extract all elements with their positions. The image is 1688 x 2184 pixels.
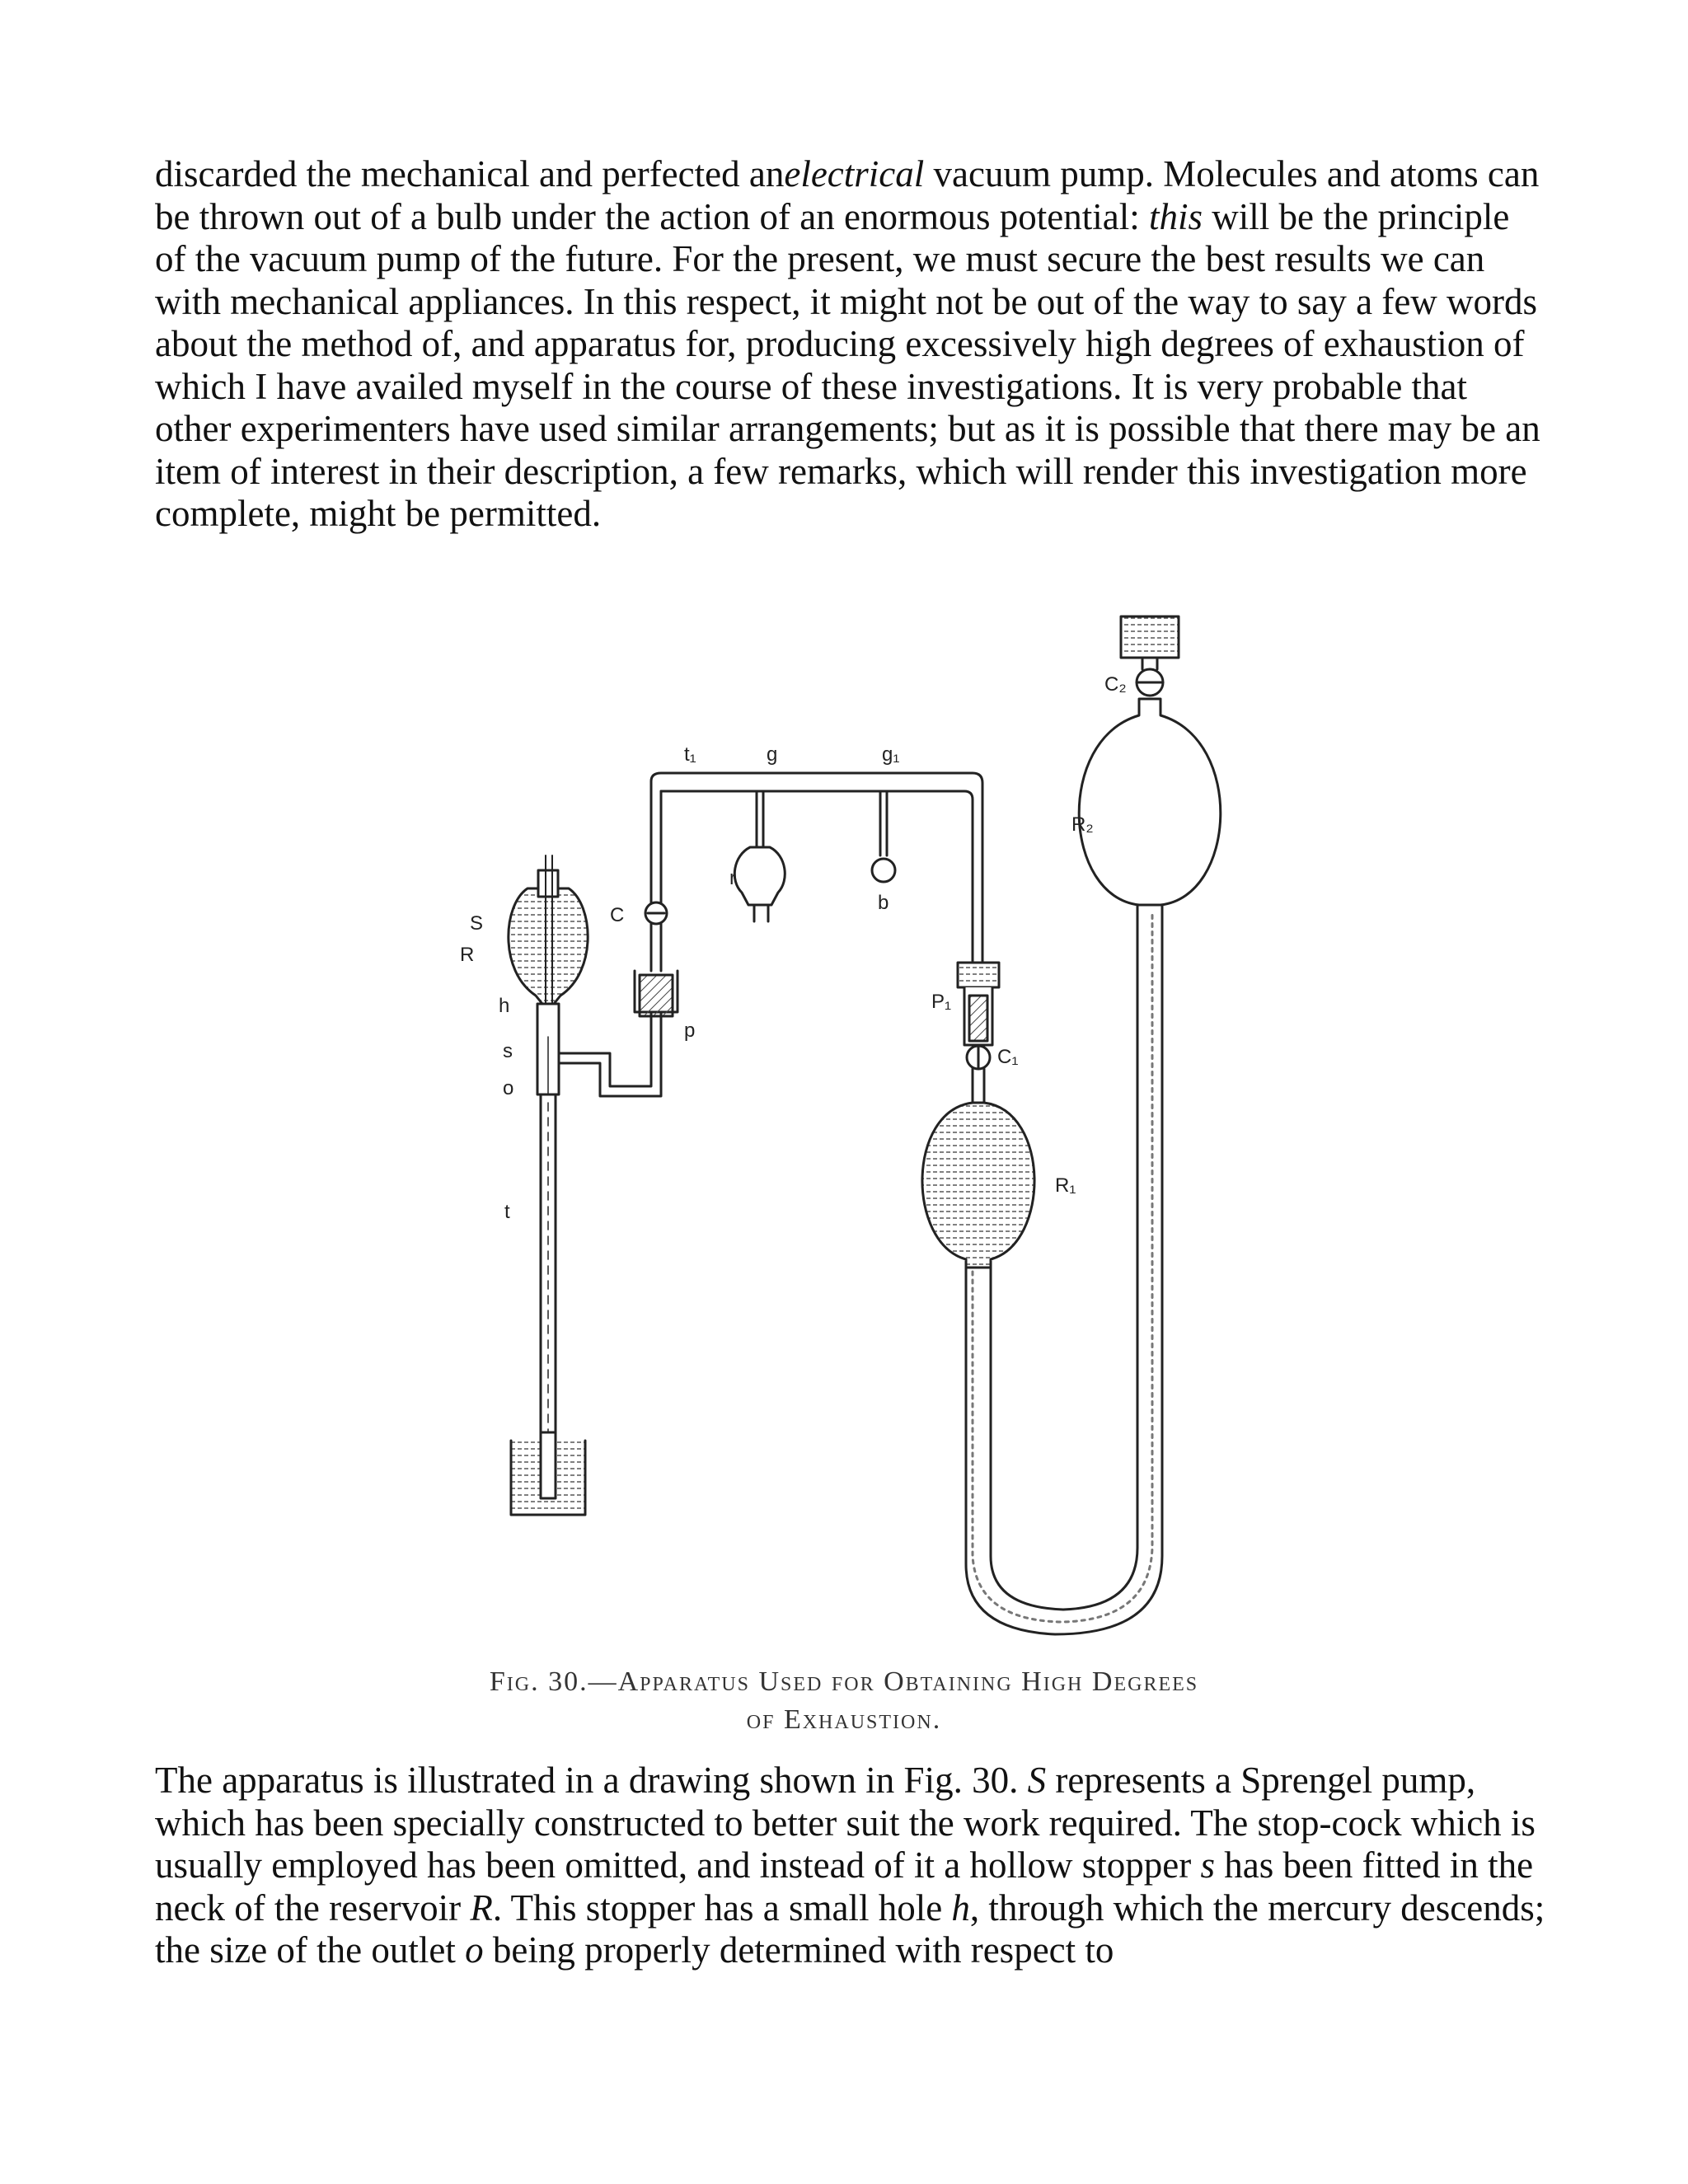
- text-segment: . This stopper has a small hole: [492, 1886, 952, 1929]
- text-segment: vacuum pump. Molecules and atoms can be thrown out of a bulb under the action of an enormous potential:: [155, 153, 1540, 237]
- connecting-u-tube: [966, 905, 1162, 1634]
- paragraph-top: [155, 153, 1548, 536]
- figure-30-apparatus: [445, 608, 1294, 1671]
- italic-word: electrical: [784, 153, 925, 194]
- reservoir-R2-assembly: [1079, 616, 1221, 905]
- label-R: R: [460, 944, 475, 966]
- label-C2: C₂: [1104, 673, 1127, 696]
- reservoir-R1: [922, 1103, 1034, 1268]
- gauge-g1: [872, 791, 895, 882]
- text-segment: , through which the mercury descends; the size of the outlet: [155, 1886, 1545, 1971]
- label-R1: R₁: [1055, 1174, 1076, 1197]
- reservoir-R: [509, 888, 588, 1004]
- italic-word: s: [1200, 1844, 1215, 1886]
- figure-caption: [0, 1663, 1688, 1739]
- label-s: s: [503, 1040, 513, 1062]
- gauge-g: [734, 791, 785, 921]
- label-C1: C₁: [997, 1046, 1019, 1068]
- label-t1: t₁: [684, 743, 696, 766]
- italic-word: S: [1027, 1760, 1047, 1801]
- italic-word: o: [465, 1929, 484, 1971]
- label-h: h: [499, 995, 510, 1017]
- label-p: p: [684, 1019, 696, 1042]
- label-o: o: [503, 1077, 514, 1099]
- text-segment: The apparatus is illustrated in a drawing shown in Fig. 30.: [155, 1760, 1028, 1801]
- label-P1: P₁: [931, 991, 952, 1013]
- label-S: S: [470, 912, 484, 935]
- text-segment: will be the principle of the vacuum pump of the future. For the present, we must secure the best results we can with mechanical appliances. In this respect, it might not be out of the way to say a few words about the method of, and apparatus for, producing excessively high degrees of exhaustion of which I have availed myself in the course of these investigations. It is very probable that other experimenters have used similar arrangements; but as it is possible that there may be an item of interest in their description, a few remarks, which will render this investigation more complete, might be permitted.: [155, 195, 1540, 534]
- apparatus-diagram: [445, 608, 1294, 1671]
- top-tube-t1: [651, 773, 982, 963]
- label-C: C: [610, 904, 625, 926]
- label-b: b: [878, 892, 889, 914]
- caption-line-1: Fig. 30.—Apparatus Used for Obtaining High Degrees: [489, 1666, 1199, 1697]
- italic-word: h: [951, 1886, 970, 1929]
- label-g1: g₁: [882, 743, 900, 766]
- label-t: t: [504, 1201, 510, 1223]
- text-segment: discarded the mechanical and perfected an: [155, 153, 785, 194]
- p1-plug: [969, 996, 987, 1041]
- top-funnel: [1121, 616, 1179, 658]
- reservoir-R2: [1079, 699, 1221, 905]
- label-g: g: [767, 743, 778, 766]
- text-segment: being properly determined with respect to: [483, 1929, 1114, 1971]
- caption-line-2: of Exhaustion.: [746, 1704, 942, 1735]
- text-segment: represents a Sprengel pump, which has been specially constructed to better suit the work required. The stop-cock which is usually employed has been omitted, and instead of it a hollow stopper: [155, 1760, 1536, 1886]
- label-R2: R₂: [1071, 813, 1094, 836]
- italic-word: this: [1148, 195, 1203, 237]
- text-segment: has been fitted in the neck of the reservoir: [155, 1844, 1534, 1929]
- reservoir-neck: [538, 870, 558, 897]
- label-r: r: [729, 867, 736, 889]
- stopcock-C-and-p: [635, 781, 678, 1016]
- italic-word: R: [470, 1886, 493, 1929]
- p-plug: [640, 975, 673, 1016]
- paragraph-bottom: [155, 1760, 1548, 1972]
- sprengel-pump: [509, 855, 661, 1515]
- side-arm: [559, 1012, 651, 1086]
